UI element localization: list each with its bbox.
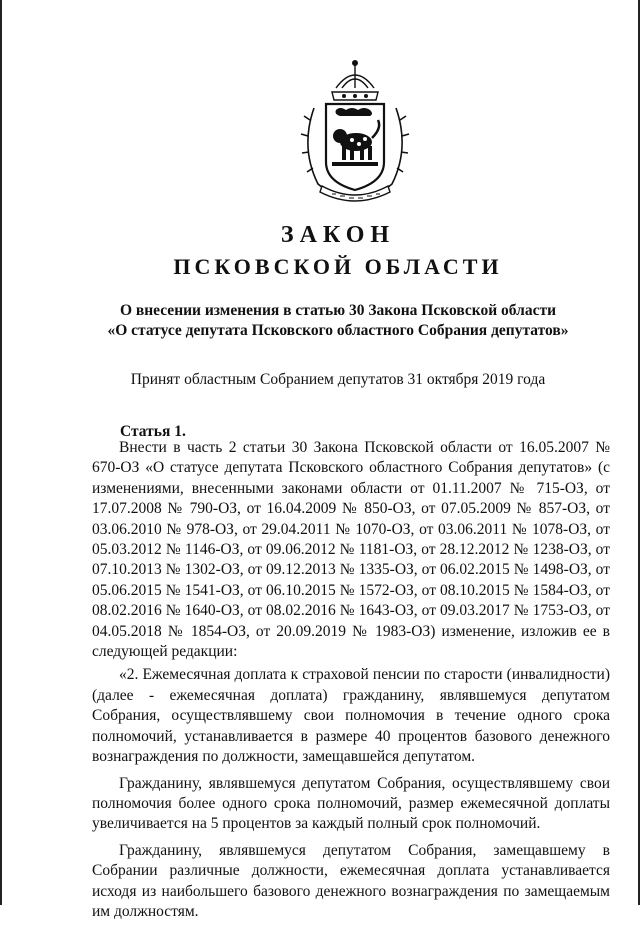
document-title: ЗАКОН [280,222,396,248]
article-title: Статья 1. [120,423,186,440]
paragraph-various-positions: Гражданину, являвшемуся депутатом Собрания, замещавшему в Собрании различные должности, ежемесячная доплата устанавливается исходя из наибольшего базового денежного вознаграждения по замещаемым им должностям. [92,841,610,920]
paragraph-multiple-terms: Гражданину, являвшемуся депутатом Собрания, осуществлявшему свои полномочия более одного срока полномочий, размер ежемесячной доплаты увеличивается на 5 процентов за каждый полный срок полномочий. [92,774,610,833]
pskov-coat-of-arms-icon [296,58,414,206]
subtitle-line-1: О внесении изменения в статью 30 Закона Псковской области [119,302,557,319]
scan-edge-left [0,0,2,905]
paragraph-amendment: Внести в часть 2 статьи 30 Закона Псковской области от 16.05.2007 № 670-ОЗ «О статусе депутата Псковского областного Собрания депутатов» (с изменениями, внесенными законами области от 01.11.2007 № 715-ОЗ, от 17.07.2008 № 790-ОЗ, от 16.04.2009 № 850-ОЗ, от 07.05.2009 № 857-ОЗ, от 03.06.2010 № 978-ОЗ, от 29.04.2011 № 1070-ОЗ, от 03.06.2011 № 1078-ОЗ, от 05.03.2012 № 1146-ОЗ, от 09.06.2012 № 1181-ОЗ, от 28.12.2012 № 1238-ОЗ, от 07.10.2013 № 1302-ОЗ, от 09.12.2013 № 1335-ОЗ, от 06.02.2015 № 1498-ОЗ, от 05.06.2015 № 1541-ОЗ, от 06.10.2015 № 1572-ОЗ, от 08.10.2015 № 1584-ОЗ, от 08.02.2016 № 1640-ОЗ, от 08.02.2016 № 1643-ОЗ, от 09.03.2017 № 1753-ОЗ, от 04.05.2018 № 1854-ОЗ, от 20.09.2019 № 1983-ОЗ) изменение, изложив ее в следующей редакции: [92,439,610,661]
adoption-statement: Принят областным Собранием депутатов 31 октября 2019 года [130,371,546,388]
document-subtitle [0,301,640,341]
document-region: ПСКОВСКОЙ ОБЛАСТИ [173,254,503,279]
article-body [92,438,610,928]
subtitle-line-2: «О статусе депутата Псковского областного Собрания депутатов» [107,322,569,339]
paragraph-quoted-part-2: «2. Ежемесячная доплата к страховой пенсии по старости (инвалидности) (далее - ежемесячная доплата) гражданину, являвшемуся депутатом Собрания, осуществлявшему свои полномочия в течение одного срока полномочий, устанавливается в размере 40 процентов базового денежного вознаграждения по должности, замещавшейся депутатом. [92,666,610,766]
